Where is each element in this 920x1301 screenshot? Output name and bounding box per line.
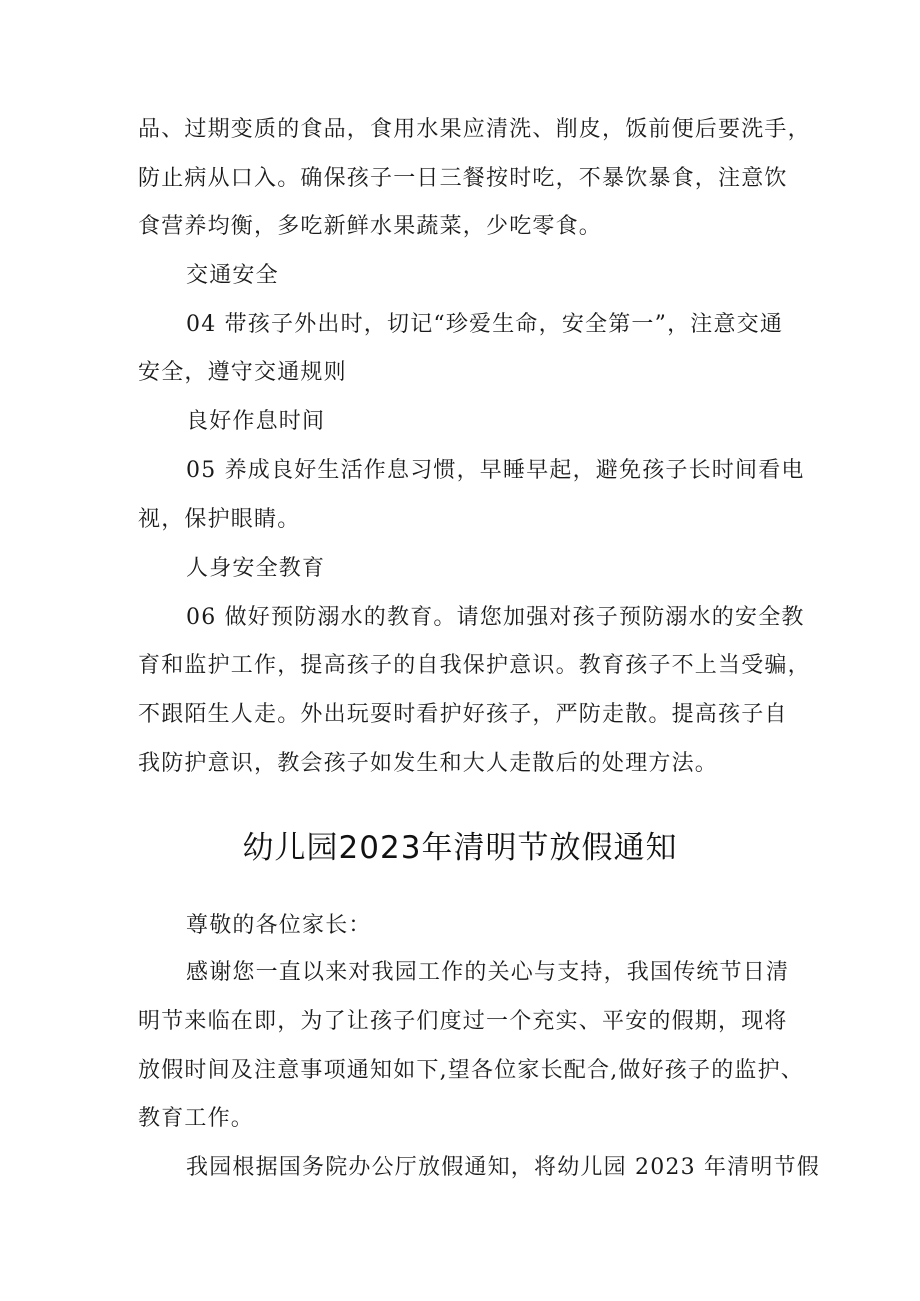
body-text-line: 感谢您一直以来对我园工作的关心与支持，我国传统节日清 xyxy=(186,960,790,985)
body-text-line: 教育工作。 xyxy=(138,1106,255,1131)
salutation: 尊敬的各位家长： xyxy=(186,913,372,938)
body-text-line: 安全，遵守交通规则 xyxy=(138,360,347,385)
body-text-line: 04 带孩子外出时，切记“珍爱生命，安全第一”，注意交通 xyxy=(186,312,784,337)
body-text-line: 06 做好预防溺水的教育。请您加强对孩子预防溺水的安全教 xyxy=(186,605,805,630)
section-heading-traffic-safety: 交通安全 xyxy=(186,263,279,288)
body-text-line: 防止病从口入。确保孩子一日三餐按时吃，不暴饮暴食，注意饮 xyxy=(138,166,788,191)
body-text-line: 品、过期变质的食品，食用水果应清洗、削皮，饭前便后要洗手， xyxy=(138,117,811,142)
body-text-line: 育和监护工作，提高孩子的自我保护意识。教育孩子不上当受骗， xyxy=(138,653,811,678)
notice-title: 幼儿园2023年清明节放假通知 xyxy=(242,830,678,866)
body-text-line: 不跟陌生人走。外出玩耍时看护好孩子，严防走散。提高孩子自 xyxy=(138,702,788,727)
section-heading-personal-safety: 人身安全教育 xyxy=(186,556,326,581)
body-text-line: 食营养均衡，多吃新鲜水果蔬菜，少吃零食。 xyxy=(138,214,603,239)
body-text-line: 我防护意识，教会孩子如发生和大人走散后的处理方法。 xyxy=(138,751,719,776)
section-heading-schedule: 良好作息时间 xyxy=(186,409,326,434)
body-text-line: 05 养成良好生活作息习惯，早睡早起，避免孩子长时间看电 xyxy=(186,458,805,483)
body-text-line: 放假时间及注意事项通知如下,望各位家长配合,做好孩子的监护、 xyxy=(138,1058,804,1083)
body-text-line: 我园根据国务院办公厅放假通知，将幼儿园 2023 年清明节假 xyxy=(186,1155,820,1180)
body-text-line: 明节来临在即，为了让孩子们度过一个充实、平安的假期，现将 xyxy=(138,1009,788,1034)
body-text-line: 视，保护眼睛。 xyxy=(138,507,301,532)
